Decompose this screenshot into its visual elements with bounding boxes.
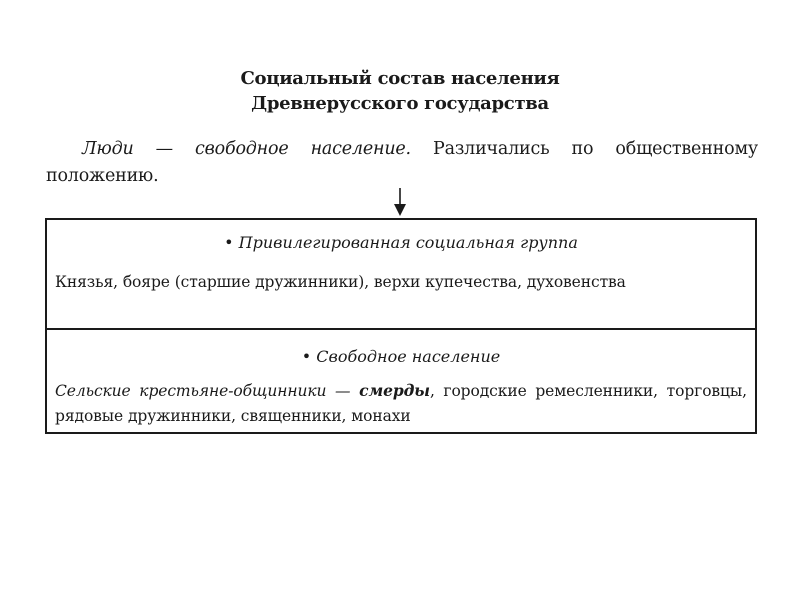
group-heading-text: Привилегированная социальная группа xyxy=(238,233,578,252)
group-description-italic: Сельские крестьяне-общинники — xyxy=(55,382,360,400)
group-description: Князья, бояре (старшие дружинники), верхи купечества, духовенства xyxy=(55,273,626,291)
intro-paragraph xyxy=(46,136,758,190)
down-arrow-icon xyxy=(394,188,406,216)
intro-text: Различались по общественному положению. xyxy=(46,139,758,186)
group-heading xyxy=(47,232,755,254)
group-description-text: , городские ремесленники, торговцы, рядовые дружинники, священники, монахи xyxy=(55,382,747,425)
group-heading xyxy=(47,346,755,368)
title-line-2: Древнерусского государства xyxy=(251,93,549,114)
group-heading-text: Свободное население xyxy=(316,347,501,366)
group-privileged xyxy=(47,220,755,330)
social-groups-table xyxy=(45,218,757,434)
group-free-population xyxy=(47,330,755,432)
intro-italic: Люди — свободное население. xyxy=(82,139,411,159)
group-description xyxy=(55,378,747,429)
bullet-icon: • xyxy=(224,233,234,252)
page-title xyxy=(0,66,800,116)
group-description-bold: смерды xyxy=(359,381,430,400)
bullet-icon: • xyxy=(301,347,312,366)
title-line-1: Социальный состав населения xyxy=(240,68,560,89)
